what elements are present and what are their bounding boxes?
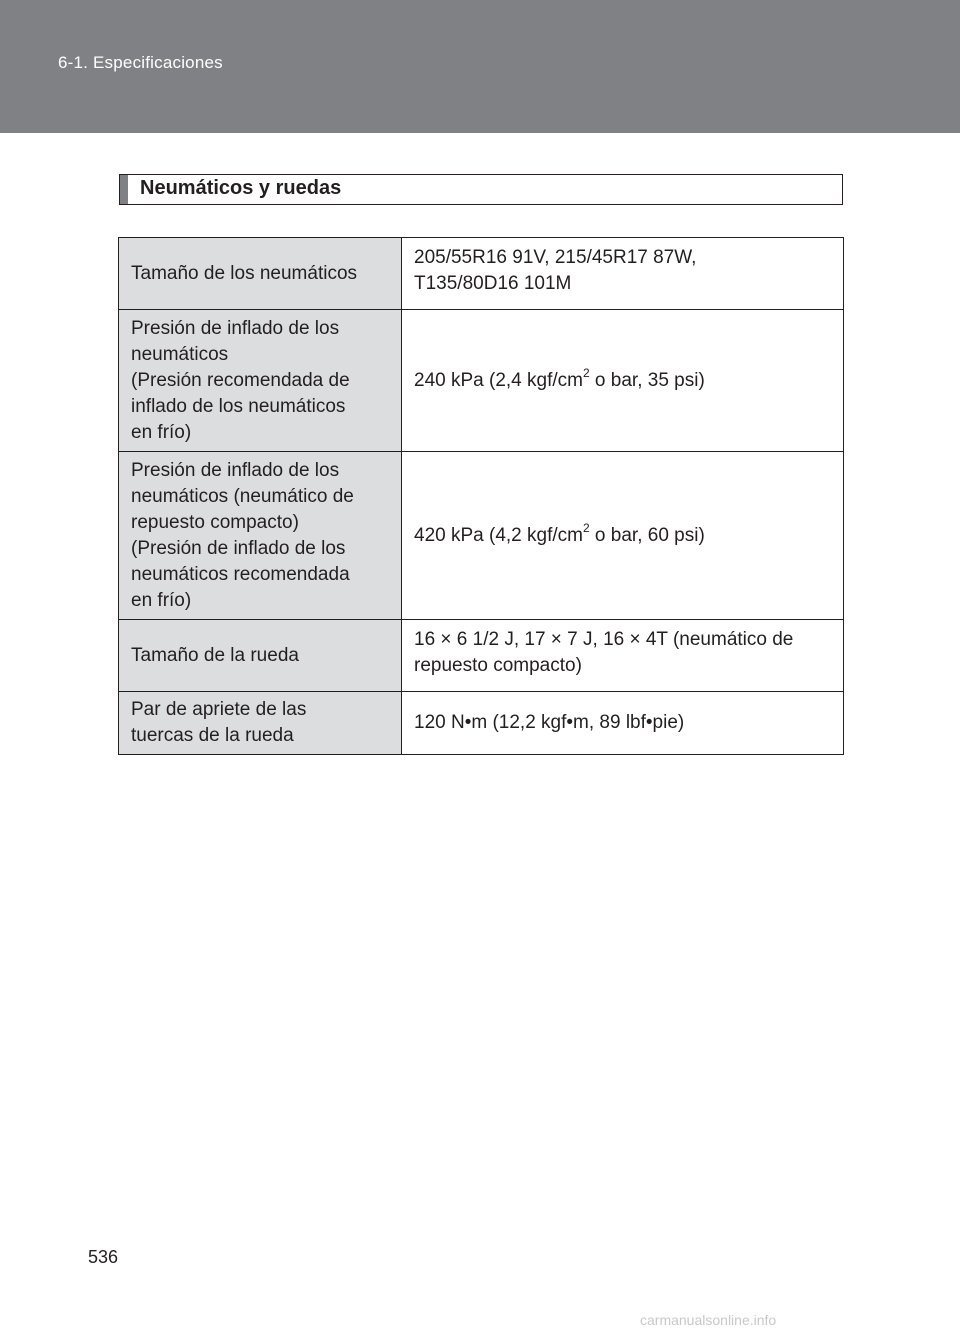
- header-band: [0, 0, 960, 133]
- label-line: en frío): [131, 421, 192, 443]
- table-row: [119, 452, 844, 620]
- row-label: Tamaño de la rueda: [119, 620, 402, 692]
- section-reference: 6-1. Especificaciones: [58, 53, 223, 72]
- value-line: 205/55R16 91V, 215/45R17 87W,: [414, 247, 697, 268]
- section-title-bar: [119, 174, 843, 205]
- page-number: 536: [88, 1247, 119, 1267]
- value-text: o bar, 35 psi): [589, 369, 705, 391]
- row-value: [402, 310, 844, 452]
- row-value: [402, 452, 844, 620]
- value-line: 16 × 6 1/2 J, 17 × 7 J, 16 × 4T (neumático de: [414, 629, 794, 650]
- label-line: neumáticos: [131, 343, 229, 365]
- value-text: o bar, 60 psi): [589, 524, 705, 546]
- label-line: neumáticos recomendada: [131, 563, 350, 585]
- value-line: T135/80D16 101M: [414, 273, 572, 294]
- row-label: [119, 452, 402, 620]
- label-line: repuesto compacto): [131, 511, 299, 533]
- row-label: [119, 310, 402, 452]
- spec-table: [118, 237, 844, 755]
- superscript: 2: [582, 521, 590, 536]
- label-line: inflado de los neumáticos: [131, 395, 346, 417]
- table-row: [119, 620, 844, 692]
- value-line: repuesto compacto): [414, 655, 582, 676]
- title-accent: [120, 175, 128, 204]
- table-row: [119, 238, 844, 310]
- value-text: 420 kPa (4,2 kgf/cm: [414, 524, 583, 546]
- section-title: Neumáticos y ruedas: [140, 177, 342, 199]
- table-row: [119, 310, 844, 452]
- row-value: 120 N•m (12,2 kgf•m, 89 lbf•pie): [402, 692, 844, 755]
- superscript: 2: [582, 366, 590, 381]
- row-label: [119, 692, 402, 755]
- table-row: [119, 692, 844, 755]
- label-line: tuercas de la rueda: [131, 725, 294, 746]
- row-label: Tamaño de los neumáticos: [119, 238, 402, 310]
- label-line: (Presión recomendada de: [131, 369, 350, 391]
- label-line: Presión de inflado de los: [131, 317, 340, 339]
- label-line: en frío): [131, 589, 192, 611]
- label-line: Presión de inflado de los: [131, 459, 340, 481]
- value-text: 240 kPa (2,4 kgf/cm: [414, 369, 583, 391]
- label-line: neumáticos (neumático de: [131, 485, 354, 507]
- label-line: Par de apriete de las: [131, 699, 307, 720]
- row-value: [402, 620, 844, 692]
- row-value: [402, 238, 844, 310]
- watermark: carmanualsonline.info: [640, 1312, 777, 1328]
- label-line: (Presión de inflado de los: [131, 537, 346, 559]
